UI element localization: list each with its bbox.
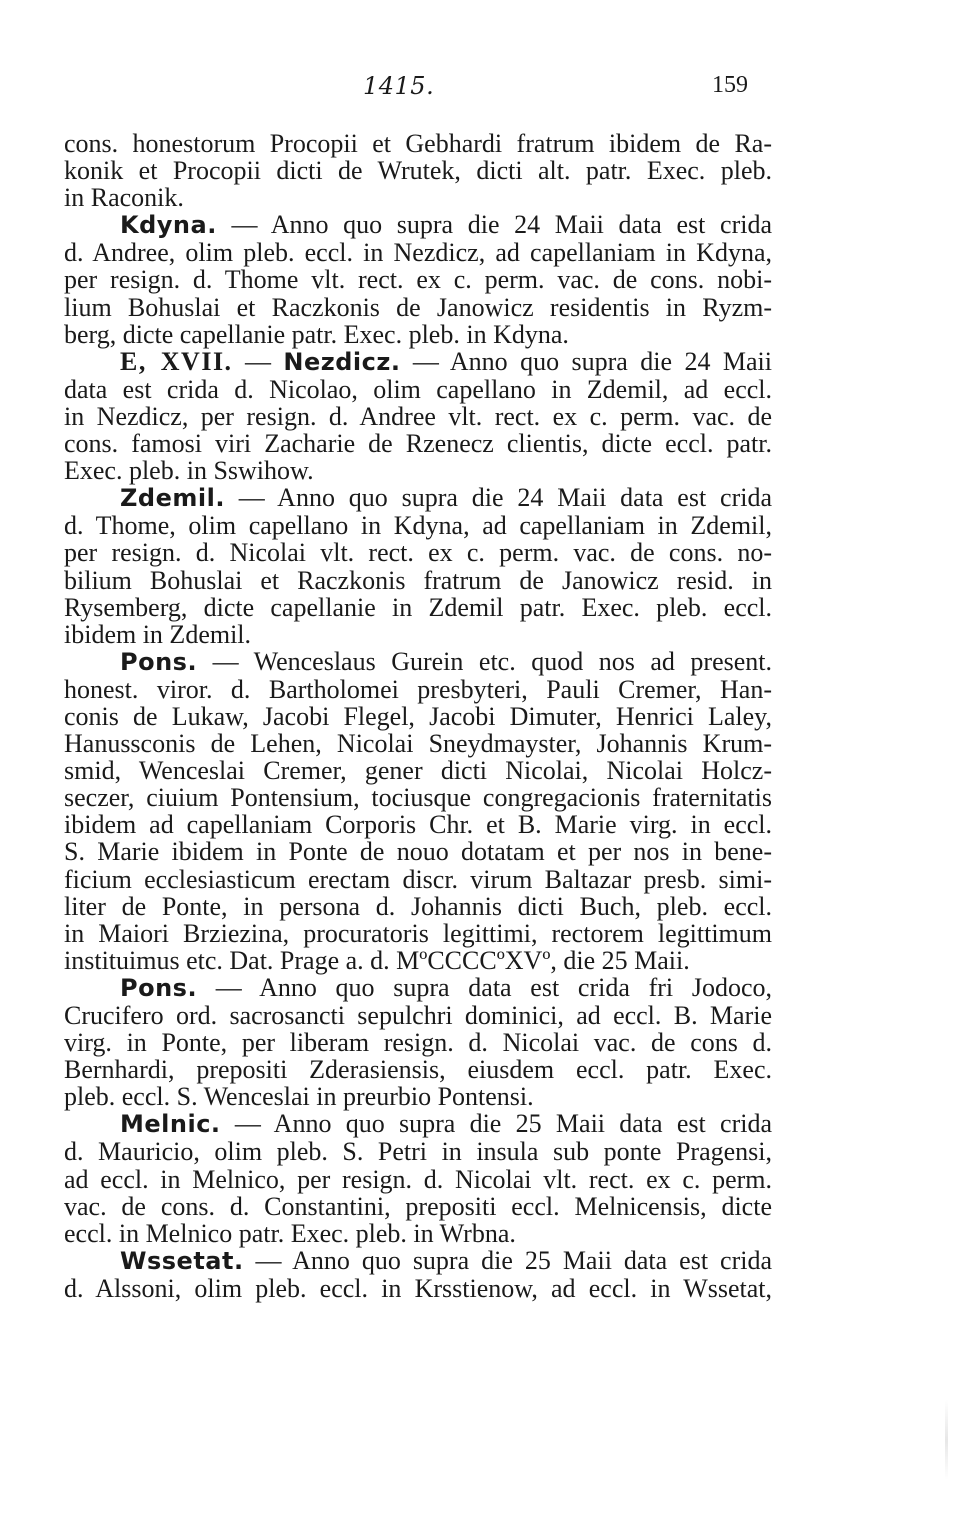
text-line <box>64 1193 772 1220</box>
text-line <box>64 321 772 348</box>
line-text: ibidem in Zdemil. <box>64 619 252 649</box>
entry-heading: Pons. <box>120 647 198 676</box>
line-text: cons. famosi viri Zacharie de Rzenecz clientis, dicte eccl. patr. <box>64 429 772 459</box>
line-text: Hanussconis de Lehen, Nicolai Sneydmayster, Johannis Krum- <box>64 729 772 759</box>
text-line <box>64 1220 772 1247</box>
text-line <box>64 621 772 648</box>
line-text: liter de Ponte, in persona d. Johannis dicti Buch, pleb. eccl. <box>64 891 772 921</box>
line-text: in Maiori Brziezina, procuratoris legittimi, rectorem legittimum <box>64 918 772 948</box>
line-text: S. Marie ibidem in Ponte de nouo dotatam et per nos in bene- <box>64 837 772 867</box>
text-line <box>64 594 772 621</box>
text-line <box>64 157 772 184</box>
line-text: bilium Bohuslai et Raczkonis fratrum de Janowicz resid. in <box>64 565 772 595</box>
line-text: — Anno quo supra die 24 Maii data est crida <box>216 210 772 240</box>
line-text: honest. viror. d. Bartholomei presbyteri, Pauli Cremer, Han- <box>64 674 772 704</box>
text-line <box>64 893 772 920</box>
line-text: — Wenceslaus Gurein etc. quod nos ad present. <box>197 646 772 676</box>
line-text: — Anno quo supra die 25 Maii data est crida <box>243 1245 772 1275</box>
line-text: pleb. eccl. S. Wenceslai in preurbio Pontensi. <box>64 1082 534 1112</box>
line-text: lium Bohuslai et Raczkonis de Janowicz residentis in Ryzm- <box>64 292 772 322</box>
text-line <box>64 266 772 293</box>
text-line <box>64 539 772 566</box>
text-line <box>64 1056 772 1083</box>
line-text: Rysemberg, dicte capellanie in Zdemil patr. Exec. pleb. eccl. <box>64 592 772 622</box>
text-line <box>64 294 772 321</box>
text-line <box>64 376 772 403</box>
text-line <box>64 730 772 757</box>
line-text: d. Mauricio, olim pleb. S. Petri in insula sub ponte Pragensi, <box>64 1137 772 1167</box>
text-line <box>64 1110 772 1138</box>
text-line <box>64 866 772 893</box>
line-text: — Anno quo supra die 24 Maii <box>400 346 772 376</box>
text-line <box>64 974 772 1002</box>
entry-heading: Kdyna. <box>120 211 217 240</box>
text-line <box>64 484 772 512</box>
line-text: per resign. d. Thome vlt. rect. ex c. perm. vac. de cons. nobi- <box>64 265 772 295</box>
text-line <box>64 184 772 211</box>
text-line <box>64 784 772 811</box>
line-text: — Anno quo supra data est crida fri Jodoco, <box>197 972 772 1002</box>
line-text: konik et Procopii dicti de Wrutek, dicti alt. patr. Exec. pleb. <box>64 156 772 186</box>
line-text: ad eccl. in Melnico, per resign. d. Nicolai vlt. rect. ex c. perm. <box>64 1164 772 1194</box>
text-line <box>64 1138 772 1165</box>
line-text: conis de Lukaw, Jacobi Flegel, Jacobi Dimuter, Henrici Laley, <box>64 701 772 731</box>
entry-heading: Zdemil. <box>120 484 225 513</box>
page-number: 159 <box>712 72 748 98</box>
text-line <box>64 703 772 730</box>
text-line <box>64 1029 772 1056</box>
text-line <box>64 838 772 865</box>
line-text: d. Alssoni, olim pleb. eccl. in Krsstienow, ad eccl. in Wssetat, <box>64 1273 772 1303</box>
text-line <box>64 811 772 838</box>
line-text: instituimus etc. Dat. Prage a. d. MºCCCCºXVº, die 25 Maii. <box>64 945 690 975</box>
line-text: d. Andree, olim pleb. eccl. in Nezdicz, ad capellaniam in Kdyna, <box>64 238 772 268</box>
text-line <box>64 1083 772 1110</box>
line-text: seczer, ciuium Pontensium, tociusque congregacionis fraternitatis <box>64 783 772 813</box>
entry-heading: Wssetat. <box>120 1246 244 1275</box>
line-text: — Anno quo supra die 24 Maii data est crida <box>224 483 772 513</box>
line-text: per resign. d. Nicolai vlt. rect. ex c. perm. vac. de cons. no- <box>64 538 772 568</box>
line-text: Exec. pleb. in Sswihow. <box>64 456 314 486</box>
body-text <box>64 130 772 1302</box>
running-head-year: 1415. <box>363 72 435 100</box>
line-text: — Anno quo supra die 25 Maii data est crida <box>220 1109 772 1139</box>
text-line <box>64 403 772 430</box>
text-line <box>64 648 772 676</box>
text-line: E, XVII. — Nezdicz. — Anno quo supra die 24 Maii <box>120 346 772 376</box>
line-text: smid, Wenceslai Cremer, gener dicti Nicolai, Nicolai Holcz- <box>64 756 772 786</box>
text-line <box>64 1275 772 1302</box>
text-line <box>64 947 772 974</box>
line-text: ficium ecclesiasticum erectam discr. virum Baltazar presb. simi- <box>64 864 772 894</box>
text-line <box>64 211 772 239</box>
line-text: virg. in Ponte, per liberam resign. d. Nicolai vac. de cons d. <box>64 1028 772 1058</box>
text-line <box>64 239 772 266</box>
line-text: d. Thome, olim capellano in Kdyna, ad capellaniam in Zdemil, <box>64 511 772 541</box>
line-text: Crucifero ord. sacrosancti sepulchri dominici, ad eccl. B. Marie <box>64 1001 772 1030</box>
entry-heading: Nezdicz. <box>283 347 401 376</box>
text-line <box>64 512 772 539</box>
text-line <box>64 457 772 484</box>
text-line <box>64 676 772 703</box>
line-text: vac. de cons. d. Constantini, prepositi eccl. Melnicensis, dicte <box>64 1191 772 1221</box>
text-line <box>64 1247 772 1275</box>
text-line <box>64 430 772 457</box>
text-line <box>64 567 772 594</box>
line-text: eccl. in Melnico patr. Exec. pleb. in Wrbna. <box>64 1218 516 1248</box>
text-line <box>64 130 772 157</box>
line-text: ibidem ad capellaniam Corporis Chr. et B. Marie virg. in eccl. <box>64 810 772 840</box>
scan-artifact <box>945 1400 948 1480</box>
text-line <box>64 757 772 784</box>
line-text: berg, dicte capellanie patr. Exec. pleb. in Kdyna. <box>64 319 569 349</box>
section-marker: E, XVII. <box>120 346 233 376</box>
entry-heading: Pons. <box>120 973 198 1002</box>
running-head <box>0 60 960 100</box>
entry-heading: Melnic. <box>120 1110 221 1139</box>
line-text: cons. honestorum Procopii et Gebhardi fratrum ibidem de Ra- <box>64 129 772 158</box>
line-text: in Raconik. <box>64 183 184 213</box>
line-text: in Nezdicz, per resign. d. Andree vlt. rect. ex c. perm. vac. de <box>64 401 772 431</box>
line-text: data est crida d. Nicolao, olim capellano in Zdemil, ad eccl. <box>64 374 772 404</box>
text-line <box>64 1166 772 1193</box>
text-line <box>64 920 772 947</box>
line-text: Bernhardi, prepositi Zderasiensis, eiusdem eccl. patr. Exec. <box>64 1055 772 1085</box>
text-line <box>64 1002 772 1029</box>
